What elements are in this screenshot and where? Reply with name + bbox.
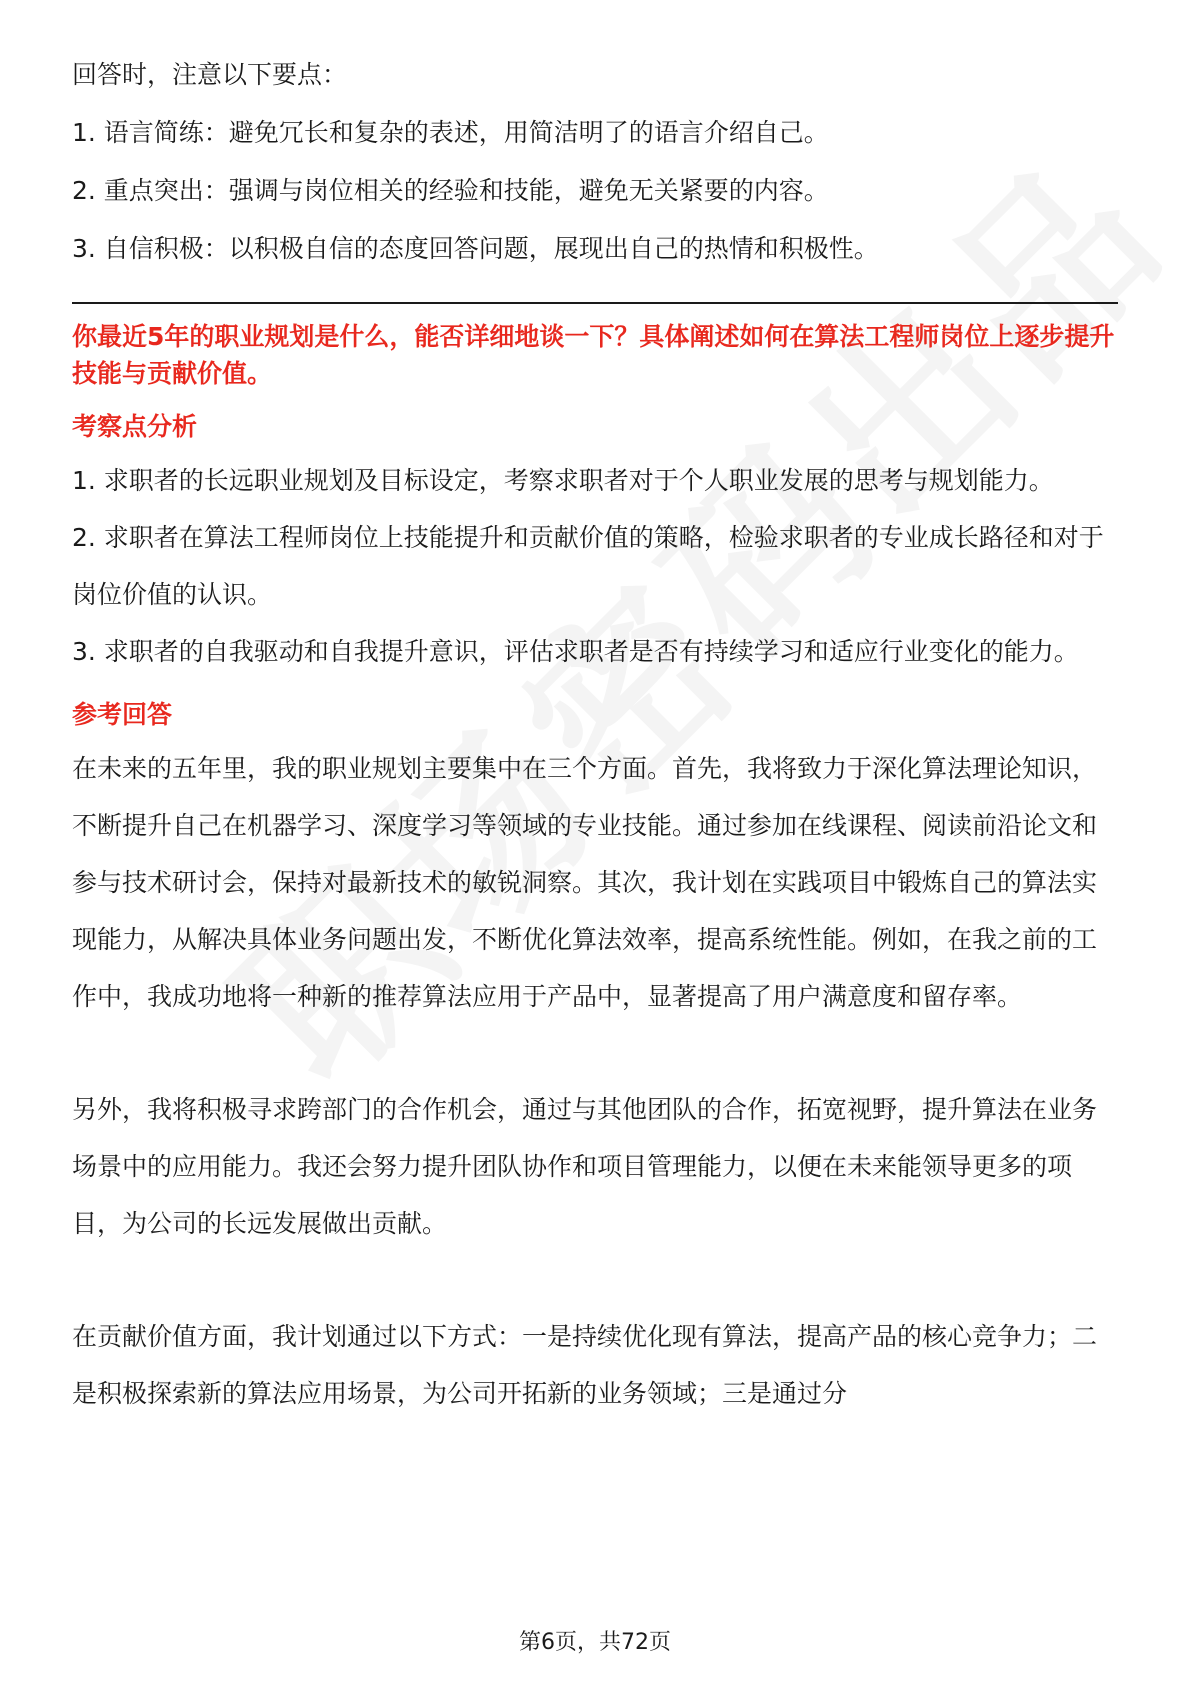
analysis-point: 2. 求职者在算法工程师岗位上技能提升和贡献价值的策略，检验求职者的专业成长路径和对于岗位价值的认识。 (72, 523, 1104, 609)
page-content (72, 46, 1118, 1422)
interview-question: 你最近5年的职业规划是什么，能否详细地谈一下？具体阐述如何在算法工程师岗位上逐步提升技能与贡献价值。 (72, 322, 1115, 388)
paragraph-spacer (72, 1252, 1118, 1308)
analysis-point: 3. 求职者的自我驱动和自我提升意识，评估求职者是否有持续学习和适应行业变化的能力。 (72, 637, 1079, 666)
answer-paragraph: 在未来的五年里，我的职业规划主要集中在三个方面。首先，我将致力于深化算法理论知识，不断提升自己在机器学习、深度学习等领域的专业技能。通过参加在线课程、阅读前沿论文和参与技术研讨会，保持对最新技术的敏锐洞察。其次，我计划在实践项目中锻炼自己的算法实现能力，从解决具体业务问题出发，不断优化算法效率，提高系统性能。例如，在我之前的工作中，我成功地将一种新的推荐算法应用于产品中，显著提高了用户满意度和留存率。 (72, 754, 1098, 1011)
analysis-point: 1. 求职者的长远职业规划及目标设定，考察求职者对于个人职业发展的思考与规划能力。 (72, 466, 1054, 495)
answer-section (72, 740, 1118, 1422)
analysis-section (72, 452, 1118, 680)
page-number: 第6页，共72页 (519, 1630, 671, 1655)
answer-paragraph: 另外，我将积极寻求跨部门的合作机会，通过与其他团队的合作，拓宽视野，提升算法在业务场景中的应用能力。我还会努力提升团队协作和项目管理能力，以便在未来能领导更多的项目，为公司的长远发展做出贡献。 (72, 1095, 1098, 1238)
intro-point: 2. 重点突出：强调与岗位相关的经验和技能，避免无关紧要的内容。 (72, 176, 829, 205)
answer-paragraph: 在贡献价值方面，我计划通过以下方式：一是持续优化现有算法，提高产品的核心竞争力；二是积极探索新的算法应用场景，为公司开拓新的业务领域；三是通过分 (72, 1322, 1098, 1408)
answer-heading: 参考回答 (72, 700, 173, 729)
intro-point: 3. 自信积极：以积极自信的态度回答问题，展现出自己的热情和积极性。 (72, 234, 879, 263)
intro-section (72, 46, 1118, 278)
paragraph-spacer (72, 1025, 1118, 1081)
analysis-heading: 考察点分析 (72, 412, 198, 441)
intro-point: 1. 语言简练：避免冗长和复杂的表述，用简洁明了的语言介绍自己。 (72, 118, 829, 147)
section-divider (72, 302, 1118, 304)
intro-lead: 回答时，注意以下要点： (72, 60, 348, 89)
